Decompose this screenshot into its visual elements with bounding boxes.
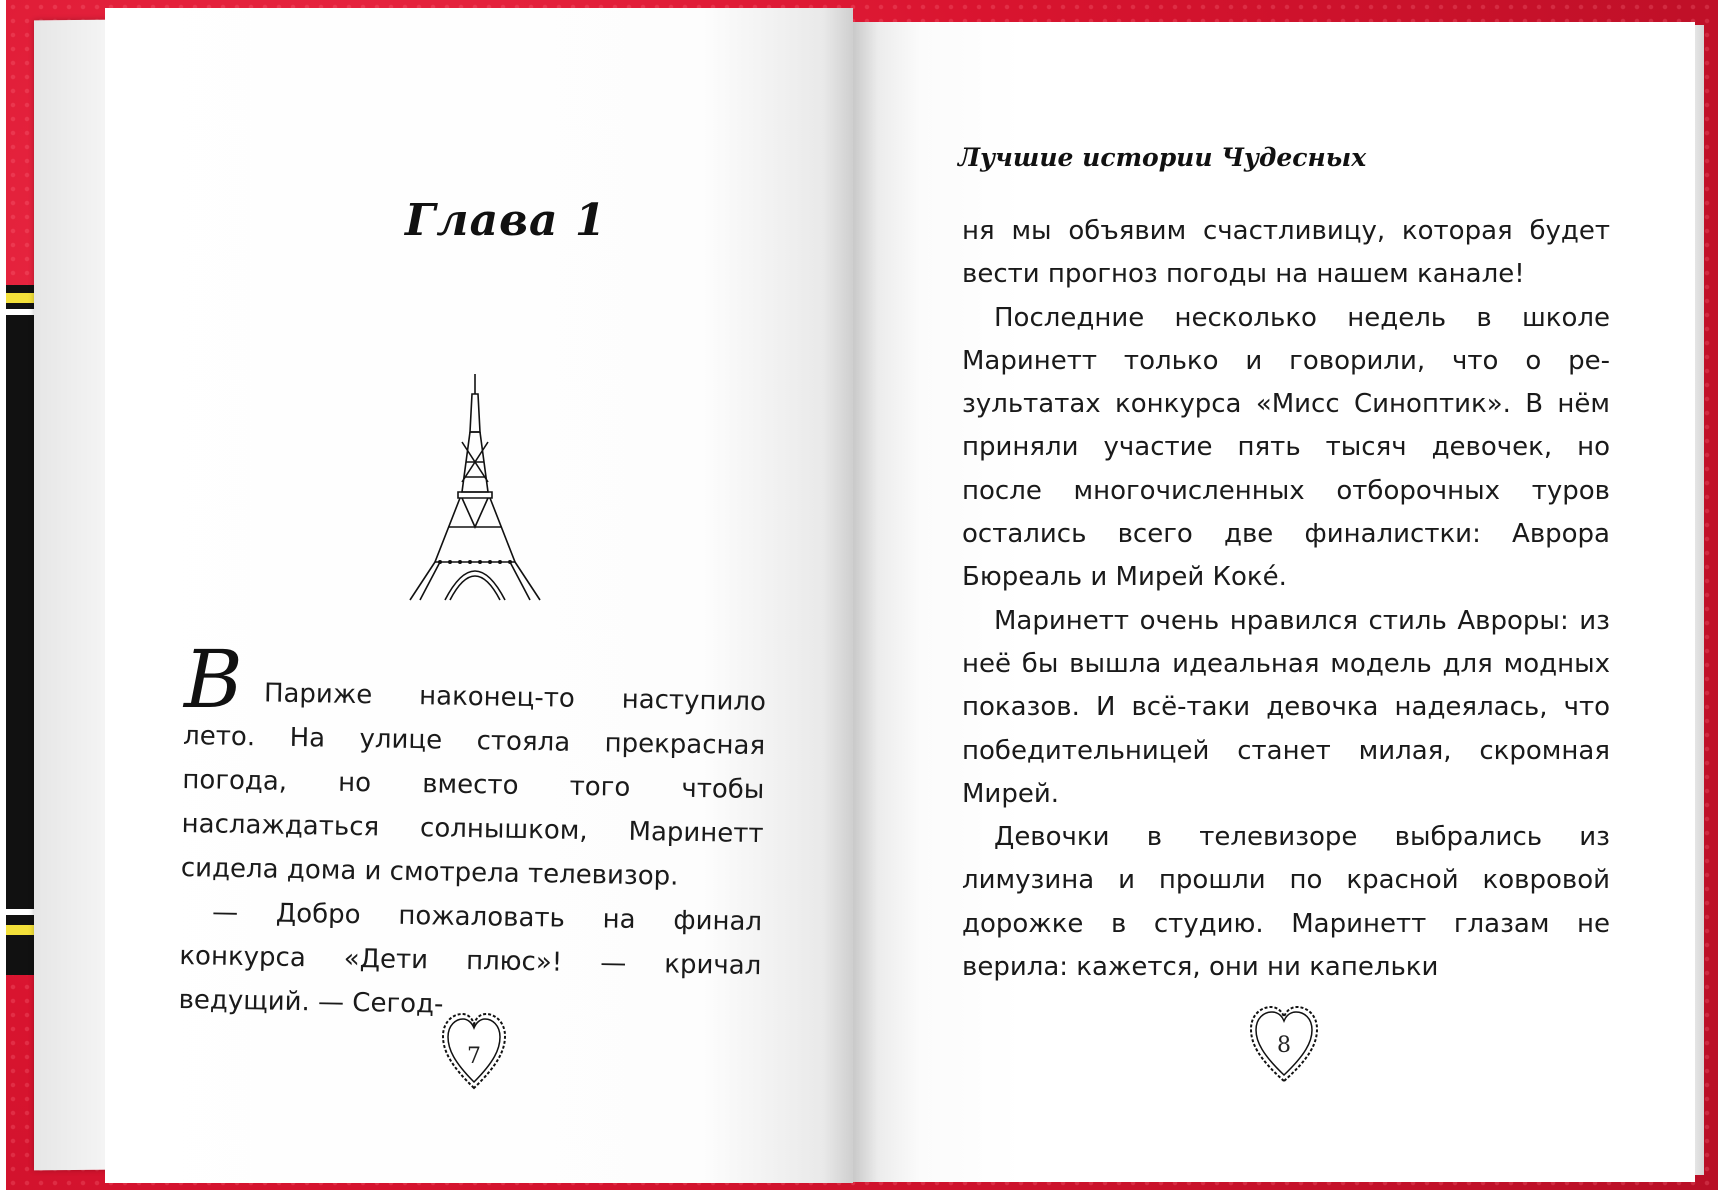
eiffel-tower-icon <box>400 372 550 602</box>
page-number: 7 <box>467 1044 481 1069</box>
page-number: 8 <box>1277 1033 1291 1058</box>
paragraph: ня мы объявим счастливицу, которая будет вести прогноз погоды на нашем канале! <box>962 216 1610 290</box>
paragraph: — Добро пожаловать на финал конкурса «Дети плюс»! — кричал ведущий. — Сегод- <box>178 897 763 1020</box>
page-edges <box>34 20 114 1171</box>
paragraph: Париже наконец-то наступило лето. На улице стояла прекрасная погода, но вместо того чтобы наслаждаться солнышком, Маринетт сидела дома и смотрела телевизор. <box>180 678 767 892</box>
right-body-text <box>962 210 1610 989</box>
chapter-title: Глава 1 <box>405 195 607 246</box>
left-body-text <box>178 678 767 1032</box>
paragraph: Маринетт очень нравился стиль Авроры: из неё бы вышла идеальная модель для модных показов. И всё-таки девочка надеялась, что победительницей станет милая, скромная Мирей. <box>962 605 1610 809</box>
paragraph: Девочки в телевизоре выбрались из лимузина и прошли по красной ковровой дорожке в студию. Маринетт глазам не верила: кажется, они ни капельки <box>962 822 1610 983</box>
paragraph: Последние несколько недель в школе Маринетт только и говорили, что о результатах конкурса «Мисс Синоптик». В нём приняли участие пять тысяч девочек, но после многочисленных отборочных туров остались всего две финалистки: Аврора Бюреаль и Мирей Коке́. <box>962 302 1610 593</box>
drop-cap: В <box>184 633 243 726</box>
running-head: Лучшие истории Чудесных <box>958 143 1367 172</box>
page-number-heart-left <box>440 1010 508 1092</box>
page-number-heart-right <box>1248 1003 1320 1085</box>
